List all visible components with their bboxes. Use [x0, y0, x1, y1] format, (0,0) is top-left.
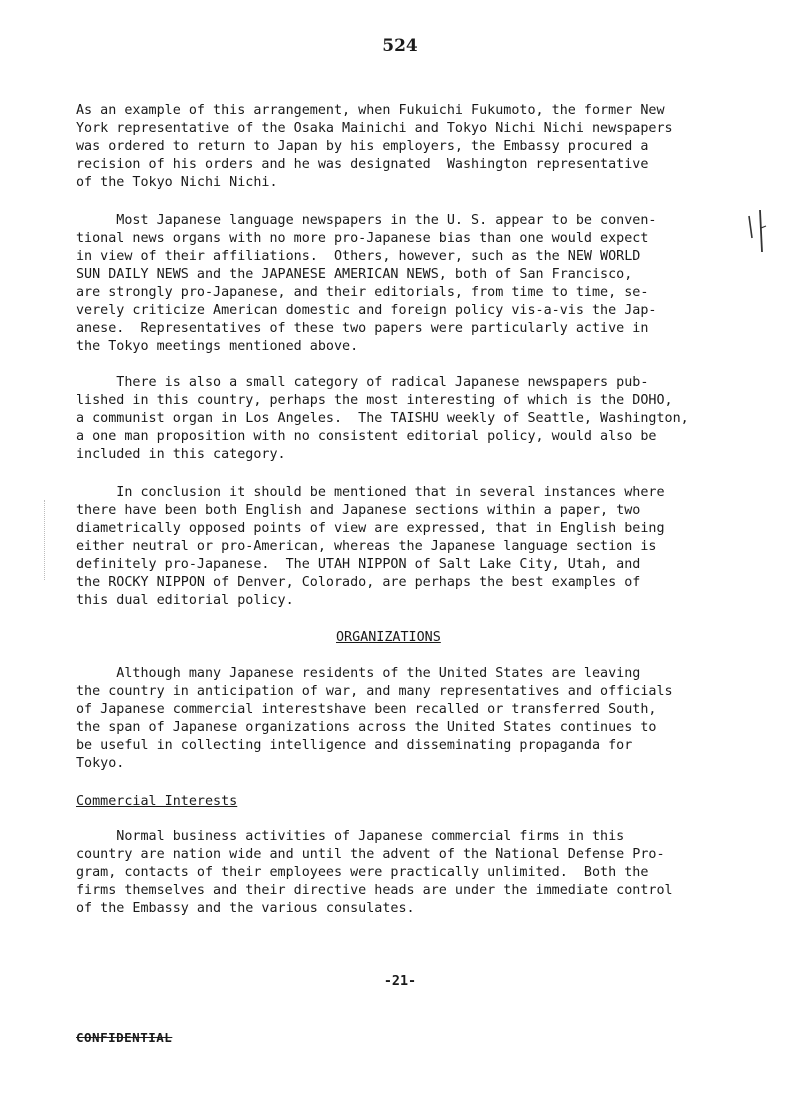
classification-stamp: CONFIDENTIAL [76, 1030, 173, 1045]
margin-scan-marks [44, 500, 47, 580]
paragraph-commercial: Normal business activities of Japanese commercial firms in this country are nation wide and until the advent of the National Defense Pro- gram, contacts of their employees were practically unlimited. Both the firms themselves and their directive heads are under the immediate control of the Embassy and the various consulates. [76, 829, 673, 916]
paragraph-organizations: Although many Japanese residents of the United States are leaving the country in anticipation of war, and many representatives and officials of Japanese commercial interestshave been recalled or transferred South, the span of Japanese organizations across the United States continues to be useful in collecting intelligence and disseminating propaganda for Tokyo. [76, 666, 673, 771]
paragraph-language-newspapers: Most Japanese language newspapers in the U. S. appear to be conven- tional news organs with no more pro-Japanese bias than one would expect in view of their affiliations. Others, however, such as the NEW WORLD SUN DAILY NEWS and the JAPANESE AMERICAN NEWS, both of San Francisco, are strongly pro-Japanese, and their editorials, from time to time, se- verely criticize American domestic and foreign policy vis-a-vis the Jap- anese. Representatives of these two papers were particularly active in the Tokyo meetings mentioned above. [76, 213, 657, 354]
heading-commercial-interests: Commercial Interests [76, 794, 238, 809]
margin-annotation-mark [746, 208, 768, 260]
paragraph-fukumoto: As an example of this arrangement, when Fukuichi Fukumoto, the former New York representative of the Osaka Mainichi and Tokyo Nichi Nichi newspapers was ordered to return to Japan by his employers, the Embassy procured a recision of his orders and he was designated Washington representative of the Tokyo Nichi Nichi. [76, 103, 673, 190]
paragraph-conclusion: In conclusion it should be mentioned that in several instances where there have been both English and Japanese sections within a paper, two diametrically opposed points of view are expressed, that in English being either neutral or pro-American, whereas the Japanese language section is definitely pro-Japanese. The UTAH NIPPON of Salt Lake City, Utah, and the ROCKY NIPPON of Denver, Colorado, are perhaps the best examples of this dual editorial policy. [76, 485, 665, 608]
footer-page-number: -21- [383, 974, 417, 989]
paragraph-radical-newspapers: There is also a small category of radical Japanese newspapers pub- lished in this country, perhaps the most interesting of which is the DOHO, a communist organ in Los Angeles. The TAISHU weekly of Seattle, Washington, a one man proposition with no consistent editorial policy, would also be included in this category. [76, 375, 689, 462]
heading-organizations: ORGANIZATIONS [336, 630, 441, 645]
page-number: 524 [382, 36, 418, 56]
